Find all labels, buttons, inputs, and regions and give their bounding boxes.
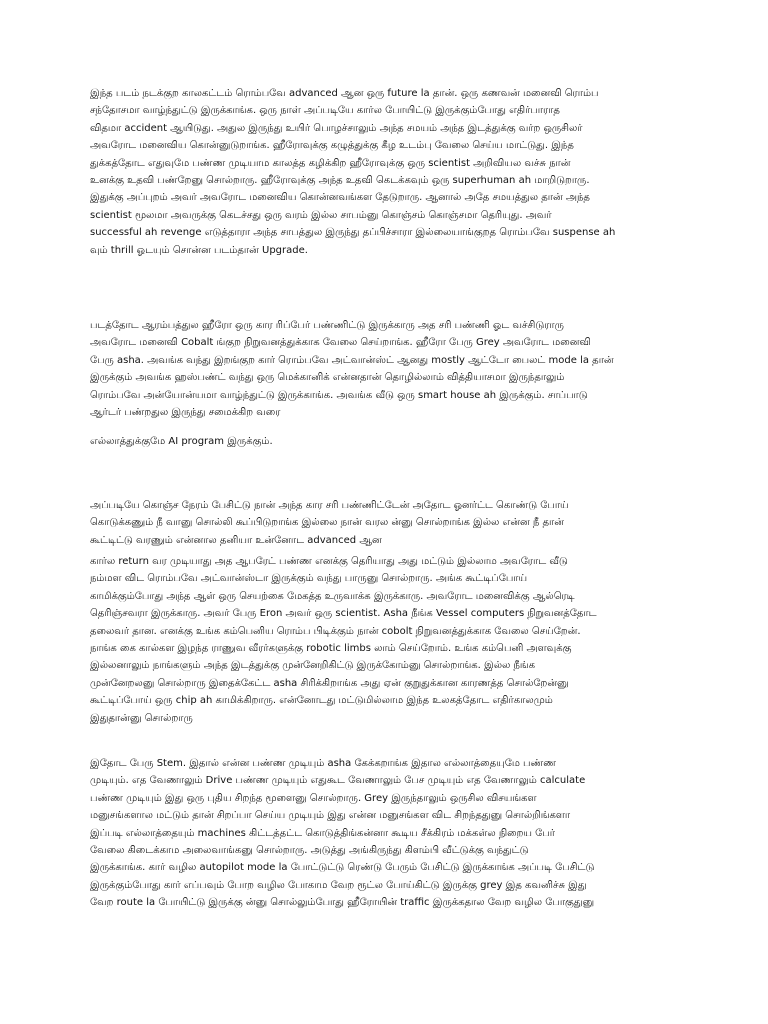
paragraph-opening-scene: படத்தோட ஆரம்பத்துல ஹீரோ ஒரு கார ரிப்பேர் பண்ணிட்டு இருக்காரு அத சரி பண்ணி ஓட வச்சிடுராரு அவரோட மனைவி Cobalt ங்குற நிறுவனத்துக்காக வேலை செய்றாங்க. ஹீரோ பேரு Grey அவரோட மனைவி பேரு asha. அவங்க வந்து இறங்குற கார் ரொம்பவே அட்வான்ஸ்ட் ஆனது mostly ஆட்டோ பைலட் mode la தான் இருக்கும் அவங்க ஹஸ்பண்ட் வந்து ஒரு மெக்கானிக் என்னதான் தொழில்லாம் வித்தியாசமா இருந்தாலும் ரொம்பவே அன்யோன்யமா வாழ்ந்துட்டு இருக்காங்க. அவங்க வீடு ஒரு smart house ah இருக்கும். சாப்பாடு ஆர்டர் பண்றதுல இருந்து சமைக்கிற வரை bbox=[90, 320, 614, 419]
paragraph-stem-chip: இதோட பேரு Stem. இதால் என்ன பண்ண முடியும் asha கேக்கறாங்க இதால எல்லாத்தையுமே பண்ண முடியும். எத வேணாலும் Drive பண்ண முடியும் எதுகூட வேணாலும் பேச முடியும் எத வேணாலும் calculate பண்ண முடியும் இது ஒரு புதிய சிறந்த மூளைனு சொல்றாரு. Grey இருந்தாலும் ஒருசில விசயங்கள மனுசங்களால மட்டும் தான் சிறப்பா செய்ய முடியும் இது என்ன மனுசங்கள விட சிறந்ததுனு சொல்றிங்களா இப்படி எல்லாத்தையும் machines கிட்டத்தட்ட கொடுத்திங்கன்னா கூடிய சீக்கிரம் மக்கள்ல நிறைய பேர் வேலை கிடைக்காம அலைவாங்கனு சொல்றாரு. அடுத்து அங்கிருந்து கிளம்பி வீட்டுக்கு வந்துட்டு இருக்காங்க. கார் வழில autopilot mode la போட்டுட்டு ரெண்டு பேரும் பேசிட்டு இருக்காங்க அப்படி பேசிட்டு இருக்கும்போது கார் எப்பவும் போற வழில போகாம வேற ரூட்ல போய்கிட்டு இருக்கு grey இத கவனிச்சு இது வேற route la போயிட்டு இருக்கு ன்னு சொல்லும்போது ஹீரோயின் traffic இருக்கதால வேற வழில போகுதுனு bbox=[90, 758, 595, 909]
paragraph-ai-program: எல்லாத்துக்குமே AI program இருக்கும். bbox=[90, 436, 273, 447]
paragraph-car-delivery: அப்படியே கொஞ்ச நேரம் பேசிட்டு நான் அந்த கார சரி பண்ணிட்டேன் அதோட ஓனர்ட்ட கொண்டு போய் கொடுக்கணும் நீ வானு சொல்லி கூப்பிடுறாங்க இல்லை நான் வரல ன்னு சொல்றாங்க இல்ல என்ன நீ தான் கூட்டிட்டு வரணும் என்னால தனியா உன்னோட advanced ஆன bbox=[90, 500, 569, 546]
paragraph-eron-visit: கார்ல return வர முடியாது அத ஆபரேட் பண்ண எனக்கு தெரியாது அது மட்டும் இல்லாம அவரோட வீடு நம்மள விட ரொம்பவே அட்வான்ஸ்டா இருக்கும் வந்து பாருனு சொல்றாரு. அங்க கூட்டிப்போய் காமிக்கும்போது அந்த ஆள் ஒரு செயற்கை மேகத்த உருவாக்க இருக்காரு. அவரோட மனைவிக்கு ஆல்ரெடி தெரிஞ்சவரா இருக்காரு. அவர் பேரு Eron அவர் ஒரு scientist. Asha நீங்க Vessel computers நிறுவனத்தோட தலைவர் தான. எனக்கு உங்க கம்பெனிய ரொம்ப பிடிக்கும் நான் cobolt நிறுவனத்துக்காக வேலை செய்றேன். நாங்க கை கால்கள இழந்த ராணுவ வீரர்களுக்கு robotic limbs லாம் செய்றோம். உங்க கம்பெனி அளவுக்கு இல்லனாலும் நாங்களும் அந்த இடத்துக்கு முன்னேறிகிட்டு இருக்கோம்னு சொல்றாங்க. இல்ல நீங்க முன்னேறலனு சொல்றாரு இதைக்கேட்ட asha சிரிக்கிறாங்க அது ஏன் குறுதுக்கான காரணத்த சொல்றேன்னு கூட்டிப்போய் ஒரு chip ah காமிக்கிறாரு. என்னோடது மட்டுமில்லாம இந்த உலகத்தோட எதிர்காலமும் இதுதான்னு சொல்றாரு bbox=[90, 556, 597, 724]
paragraph-intro: இந்த படம் நடக்குற காலகட்டம் ரொம்பவே advanced ஆன ஒரு future la தான். ஒரு கணவன் மனைவி ரொம்ப சந்தோசமா வாழ்ந்துட்டு இருக்காங்க. ஒரு நாள் அப்படியே கார்ல போயிட்டு இருக்கும்போது எதிர்பாராத விதமா accident ஆயிடுது. அதுல இருந்து உயிர் பொழச்சாலும் அந்த சமயம் அந்த இடத்துக்கு வர்ற ஒருசிலர் அவரோட மனைவிய கொன்னுடுறாங்க. ஹீரோவுக்கு கழுத்துக்கு கீழ உடம்பு வேலை செய்ய மாட்டுது. இந்த துக்கத்தோட எதுவுமே பண்ண முடியாம காலத்த கழிக்கிற ஹீரோவுக்கு ஒரு scientist அறிவியல வச்சு நான் உனக்கு உதவி பண்றேனு சொல்றாரு. ஹீரோவுக்கு அந்த உதவி கெடக்கவும் ஒரு superhuman ah மாறிடுறாரு. இதுக்கு அப்புறம் அவர் அவரோட மனைவிய கொன்னவங்கள தேடுறாரு. ஆனால் அதே சமயத்துல தான் அந்த scientist மூலமா அவருக்கு கெடச்சது ஒரு வரம் இல்ல சாபம்னு கொஞ்சம் கொஞ்சமா தெரியுது. அவர் successful ah revenge எடுத்தாரா அந்த சாபத்துல இருந்து தப்பிச்சாரா இல்லையாங்குறத ரொம்பவே suspense ah வும் thrill ஓடயும் சொன்ன படம்தான் Upgrade. bbox=[90, 88, 616, 256]
